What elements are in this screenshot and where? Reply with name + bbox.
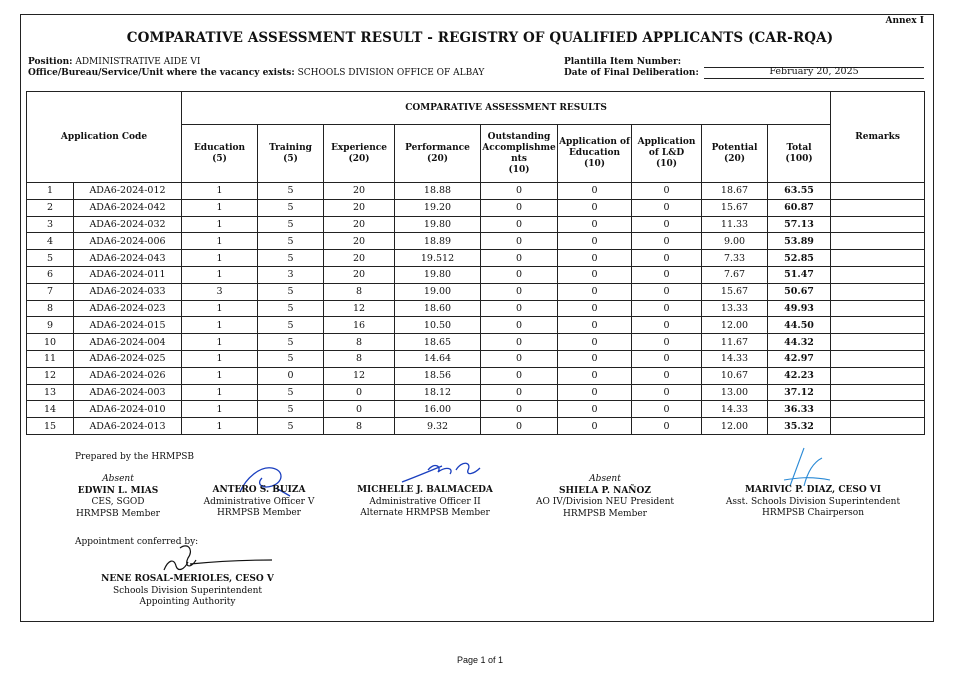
signatory-1-title: CES, SGOD (91, 497, 145, 507)
cell-perf: 18.60 (395, 300, 481, 317)
cell-aoe: 0 (558, 367, 632, 384)
cell-remarks (831, 216, 925, 233)
cell-remarks (831, 300, 925, 317)
page-number: Page 1 of 1 (456, 655, 504, 665)
column-header (632, 125, 702, 183)
cell-code: ADA6-2024-011 (74, 266, 182, 283)
cell-no: 3 (27, 216, 74, 233)
signatory-4-title: AO IV/Division NEU President (535, 497, 675, 507)
cell-remarks (831, 418, 925, 435)
cell-edu: 1 (182, 216, 258, 233)
cell-trn: 5 (258, 300, 324, 317)
cell-trn: 5 (258, 334, 324, 351)
column-header-name: Training (269, 142, 312, 153)
cell-pot: 12.00 (702, 317, 768, 334)
cell-edu: 1 (182, 367, 258, 384)
cell-code: ADA6-2024-023 (74, 300, 182, 317)
plantilla-line (564, 57, 681, 67)
cell-perf: 18.65 (395, 334, 481, 351)
cell-code: ADA6-2024-033 (74, 283, 182, 300)
cell-edu: 1 (182, 183, 258, 200)
column-header (768, 125, 831, 183)
table-row (27, 367, 925, 384)
deliberation-date: February 20, 2025 (704, 66, 924, 79)
cell-aoe: 0 (558, 199, 632, 216)
cell-no: 7 (27, 283, 74, 300)
office-label: Office/Bureau/Service/Unit where the vacancy exists: (28, 68, 295, 78)
cell-aoe: 0 (558, 418, 632, 435)
cell-ald: 0 (632, 401, 702, 418)
cell-aoe: 0 (558, 384, 632, 401)
cell-ald: 0 (632, 384, 702, 401)
cell-aoe: 0 (558, 250, 632, 267)
table-row (27, 183, 925, 200)
table-row (27, 250, 925, 267)
cell-exp: 8 (324, 283, 395, 300)
cell-no: 5 (27, 250, 74, 267)
cell-pot: 14.33 (702, 350, 768, 367)
cell-trn: 5 (258, 384, 324, 401)
column-header-name: Application of L&D (637, 137, 696, 158)
cell-total: 50.67 (768, 283, 831, 300)
cell-no: 6 (27, 266, 74, 283)
appointing-title: Schools Division Superintendent (112, 585, 263, 596)
cell-remarks (831, 317, 925, 334)
cell-perf: 18.88 (395, 183, 481, 200)
cell-trn: 5 (258, 216, 324, 233)
column-header-name: Performance (405, 142, 470, 153)
page-title: COMPARATIVE ASSESSMENT RESULT - REGISTRY OF QUALIFIED APPLICANTS (CAR-RQA) (126, 30, 834, 46)
cell-total: 42.97 (768, 350, 831, 367)
cell-exp: 20 (324, 199, 395, 216)
cell-pot: 15.67 (702, 283, 768, 300)
cell-oa: 0 (481, 384, 558, 401)
cell-exp: 20 (324, 233, 395, 250)
appointment-label: Appointment conferred by: (75, 537, 199, 547)
table-row (27, 216, 925, 233)
cell-code: ADA6-2024-025 (74, 350, 182, 367)
table-row (27, 233, 925, 250)
column-header (558, 125, 632, 183)
cell-exp: 12 (324, 300, 395, 317)
cell-perf: 19.00 (395, 283, 481, 300)
cell-edu: 1 (182, 384, 258, 401)
cell-code: ADA6-2024-010 (74, 401, 182, 418)
cell-total: 51.47 (768, 266, 831, 283)
cell-aoe: 0 (558, 216, 632, 233)
cell-no: 11 (27, 350, 74, 367)
cell-remarks (831, 334, 925, 351)
column-header (324, 125, 395, 183)
deliberation-line (564, 68, 699, 78)
office-value: SCHOOLS DIVISION OFFICE OF ALBAY (297, 68, 485, 78)
cell-code: ADA6-2024-042 (74, 199, 182, 216)
cell-remarks (831, 250, 925, 267)
cell-exp: 8 (324, 334, 395, 351)
cell-trn: 5 (258, 233, 324, 250)
cell-edu: 1 (182, 250, 258, 267)
signatory-4-role: HRMPSB Member (562, 508, 647, 519)
cell-exp: 0 (324, 401, 395, 418)
cell-oa: 0 (481, 266, 558, 283)
table-row (27, 317, 925, 334)
cell-code: ADA6-2024-003 (74, 384, 182, 401)
cell-ald: 0 (632, 183, 702, 200)
cell-edu: 1 (182, 199, 258, 216)
signatory-2-name: ANTERO S. BUIZA (212, 485, 306, 495)
cell-edu: 1 (182, 334, 258, 351)
cell-trn: 5 (258, 199, 324, 216)
cell-pot: 13.33 (702, 300, 768, 317)
assessment-table (26, 91, 925, 435)
cell-oa: 0 (481, 317, 558, 334)
column-header-max: (10) (508, 164, 530, 175)
table-row (27, 300, 925, 317)
signatory-5-name: MARIVIC P. DIAZ, CESO VI (744, 485, 882, 495)
cell-remarks (831, 367, 925, 384)
cell-ald: 0 (632, 199, 702, 216)
position-label: Position: (28, 57, 73, 67)
cell-pot: 10.67 (702, 367, 768, 384)
cell-perf: 9.32 (395, 418, 481, 435)
cell-trn: 5 (258, 283, 324, 300)
signatory-2-title: Administrative Officer V (203, 496, 315, 507)
cell-oa: 0 (481, 216, 558, 233)
signatory-4-status: Absent (589, 474, 621, 484)
cell-total: 37.12 (768, 384, 831, 401)
cell-ald: 0 (632, 233, 702, 250)
cell-oa: 0 (481, 350, 558, 367)
cell-total: 36.33 (768, 401, 831, 418)
cell-perf: 19.80 (395, 216, 481, 233)
table-row (27, 334, 925, 351)
cell-perf: 14.64 (395, 350, 481, 367)
signatory-4-name: SHIELA P. NAÑOZ (559, 485, 651, 496)
app-code-header: Application Code (27, 92, 182, 183)
signatory-1-role: HRMPSB Member (75, 508, 160, 519)
cell-trn: 5 (258, 250, 324, 267)
table-row (27, 350, 925, 367)
cell-no: 4 (27, 233, 74, 250)
cell-no: 10 (27, 334, 74, 351)
cell-pot: 14.33 (702, 401, 768, 418)
cell-perf: 10.50 (395, 317, 481, 334)
table-row (27, 283, 925, 300)
cell-code: ADA6-2024-013 (74, 418, 182, 435)
cell-aoe: 0 (558, 300, 632, 317)
cell-oa: 0 (481, 401, 558, 418)
cell-pot: 12.00 (702, 418, 768, 435)
cell-edu: 3 (182, 283, 258, 300)
cell-code: ADA6-2024-026 (74, 367, 182, 384)
cell-oa: 0 (481, 300, 558, 317)
cell-aoe: 0 (558, 401, 632, 418)
column-header-name: Outstanding Accomplishme nts (482, 131, 556, 164)
appointing-authority (100, 574, 275, 609)
appointing-role: Appointing Authority (139, 597, 236, 607)
table-row (27, 266, 925, 283)
cell-exp: 20 (324, 216, 395, 233)
cell-aoe: 0 (558, 334, 632, 351)
cell-pot: 11.33 (702, 216, 768, 233)
cell-oa: 0 (481, 334, 558, 351)
cell-trn: 5 (258, 183, 324, 200)
cell-perf: 18.12 (395, 384, 481, 401)
cell-ald: 0 (632, 418, 702, 435)
remarks-header: Remarks (831, 92, 925, 183)
signatory-2 (194, 485, 324, 520)
cell-perf: 19.80 (395, 266, 481, 283)
cell-oa: 0 (481, 250, 558, 267)
column-header-max: (10) (655, 159, 678, 169)
cell-total: 57.13 (768, 216, 831, 233)
cell-ald: 0 (632, 250, 702, 267)
cell-no: 9 (27, 317, 74, 334)
cell-pot: 9.00 (702, 233, 768, 250)
appointing-name: NENE ROSAL-MERIOLES, CESO V (101, 574, 274, 584)
signatory-5-title: Asst. Schools Division Superintendent (725, 496, 901, 507)
cell-pot: 15.67 (702, 199, 768, 216)
cell-oa: 0 (481, 367, 558, 384)
cell-trn: 3 (258, 266, 324, 283)
cell-ald: 0 (632, 367, 702, 384)
cell-exp: 20 (324, 183, 395, 200)
column-header-max: (10) (583, 159, 606, 169)
signatory-5 (718, 485, 908, 520)
signatory-4 (530, 474, 680, 520)
cell-aoe: 0 (558, 283, 632, 300)
cell-total: 60.87 (768, 199, 831, 216)
column-header-name: Potential (711, 142, 758, 153)
cell-edu: 1 (182, 401, 258, 418)
cell-exp: 20 (324, 250, 395, 267)
cell-exp: 8 (324, 418, 395, 435)
column-header-max: (20) (426, 153, 449, 164)
cell-oa: 0 (481, 418, 558, 435)
column-header (258, 125, 324, 183)
column-header-name: Total (786, 142, 812, 153)
cell-total: 53.89 (768, 233, 831, 250)
cell-edu: 1 (182, 233, 258, 250)
cell-code: ADA6-2024-006 (74, 233, 182, 250)
plantilla-label: Plantilla Item Number: (564, 57, 682, 67)
cell-total: 63.55 (768, 183, 831, 200)
cell-remarks (831, 350, 925, 367)
cell-no: 1 (27, 183, 74, 200)
cell-remarks (831, 199, 925, 216)
column-header (481, 125, 558, 183)
cell-total: 35.32 (768, 418, 831, 435)
signatory-1 (58, 474, 178, 520)
cell-edu: 1 (182, 317, 258, 334)
cell-pot: 7.67 (702, 266, 768, 283)
cell-oa: 0 (481, 283, 558, 300)
column-header-max: (5) (212, 153, 227, 164)
cell-aoe: 0 (558, 183, 632, 200)
cell-total: 44.32 (768, 334, 831, 351)
cell-perf: 18.56 (395, 367, 481, 384)
signatory-3-title: Administrative Officer II (369, 496, 481, 507)
cell-perf: 16.00 (395, 401, 481, 418)
cell-remarks (831, 384, 925, 401)
cell-ald: 0 (632, 350, 702, 367)
cell-ald: 0 (632, 334, 702, 351)
cell-pot: 7.33 (702, 250, 768, 267)
annex-label: Annex I (885, 16, 924, 26)
column-header-name: Experience (331, 142, 387, 153)
table-row (27, 384, 925, 401)
cell-ald: 0 (632, 317, 702, 334)
prepared-by-label: Prepared by the HRMPSB (75, 452, 195, 462)
table-row (27, 199, 925, 216)
cell-trn: 5 (258, 401, 324, 418)
signatory-1-name: EDWIN L. MIAS (77, 485, 159, 496)
cell-no: 2 (27, 199, 74, 216)
cell-no: 15 (27, 418, 74, 435)
cell-trn: 0 (258, 367, 324, 384)
signature-balmaceda (398, 456, 488, 486)
cell-edu: 1 (182, 418, 258, 435)
position-value: ADMINISTRATIVE AIDE VI (75, 57, 201, 67)
column-header (395, 125, 481, 183)
cell-code: ADA6-2024-015 (74, 317, 182, 334)
cell-trn: 5 (258, 317, 324, 334)
cell-ald: 0 (632, 300, 702, 317)
column-header-max: (5) (283, 153, 298, 164)
table-row (27, 401, 925, 418)
office-line (28, 68, 484, 78)
column-header-name: Education (193, 142, 246, 153)
column-header-max: (20) (348, 153, 370, 164)
cell-remarks (831, 266, 925, 283)
cell-code: ADA6-2024-012 (74, 183, 182, 200)
cell-remarks (831, 401, 925, 418)
signatory-5-role: HRMPSB Chairperson (762, 508, 864, 518)
cell-ald: 0 (632, 216, 702, 233)
cell-no: 8 (27, 300, 74, 317)
cell-pot: 18.67 (702, 183, 768, 200)
cell-edu: 1 (182, 350, 258, 367)
cell-perf: 18.89 (395, 233, 481, 250)
results-group-header: COMPARATIVE ASSESSMENT RESULTS (182, 92, 831, 125)
cell-remarks (831, 233, 925, 250)
cell-perf: 19.20 (395, 199, 481, 216)
cell-no: 14 (27, 401, 74, 418)
cell-code: ADA6-2024-004 (74, 334, 182, 351)
cell-oa: 0 (481, 183, 558, 200)
cell-exp: 8 (324, 350, 395, 367)
cell-aoe: 0 (558, 266, 632, 283)
cell-oa: 0 (481, 199, 558, 216)
cell-edu: 1 (182, 266, 258, 283)
cell-pot: 11.67 (702, 334, 768, 351)
signatory-1-status: Absent (102, 474, 134, 484)
cell-no: 13 (27, 384, 74, 401)
signatory-3-name: MICHELLE J. BALMACEDA (357, 485, 493, 495)
position-line (28, 57, 200, 67)
cell-edu: 1 (182, 300, 258, 317)
table-row (27, 418, 925, 435)
deliberation-label: Date of Final Deliberation: (564, 68, 699, 78)
cell-ald: 0 (632, 266, 702, 283)
cell-trn: 5 (258, 418, 324, 435)
cell-pot: 13.00 (702, 384, 768, 401)
column-header (702, 125, 768, 183)
cell-oa: 0 (481, 233, 558, 250)
signatory-3-role: Alternate HRMPSB Member (360, 508, 490, 518)
cell-exp: 16 (324, 317, 395, 334)
cell-total: 42.23 (768, 367, 831, 384)
cell-aoe: 0 (558, 233, 632, 250)
column-header-name: Application of Education (559, 137, 630, 158)
signatory-3 (350, 485, 500, 520)
cell-exp: 20 (324, 266, 395, 283)
cell-remarks (831, 183, 925, 200)
column-header (182, 125, 258, 183)
cell-total: 52.85 (768, 250, 831, 267)
column-header-max: (100) (785, 153, 813, 164)
cell-code: ADA6-2024-032 (74, 216, 182, 233)
cell-remarks (831, 283, 925, 300)
cell-aoe: 0 (558, 317, 632, 334)
cell-ald: 0 (632, 283, 702, 300)
cell-code: ADA6-2024-043 (74, 250, 182, 267)
cell-exp: 0 (324, 384, 395, 401)
cell-trn: 5 (258, 350, 324, 367)
cell-aoe: 0 (558, 350, 632, 367)
cell-no: 12 (27, 367, 74, 384)
cell-exp: 12 (324, 367, 395, 384)
signatory-2-role: HRMPSB Member (216, 508, 301, 518)
cell-perf: 19.512 (395, 250, 481, 267)
cell-total: 49.93 (768, 300, 831, 317)
cell-total: 44.50 (768, 317, 831, 334)
column-header-max: (20) (723, 153, 746, 164)
